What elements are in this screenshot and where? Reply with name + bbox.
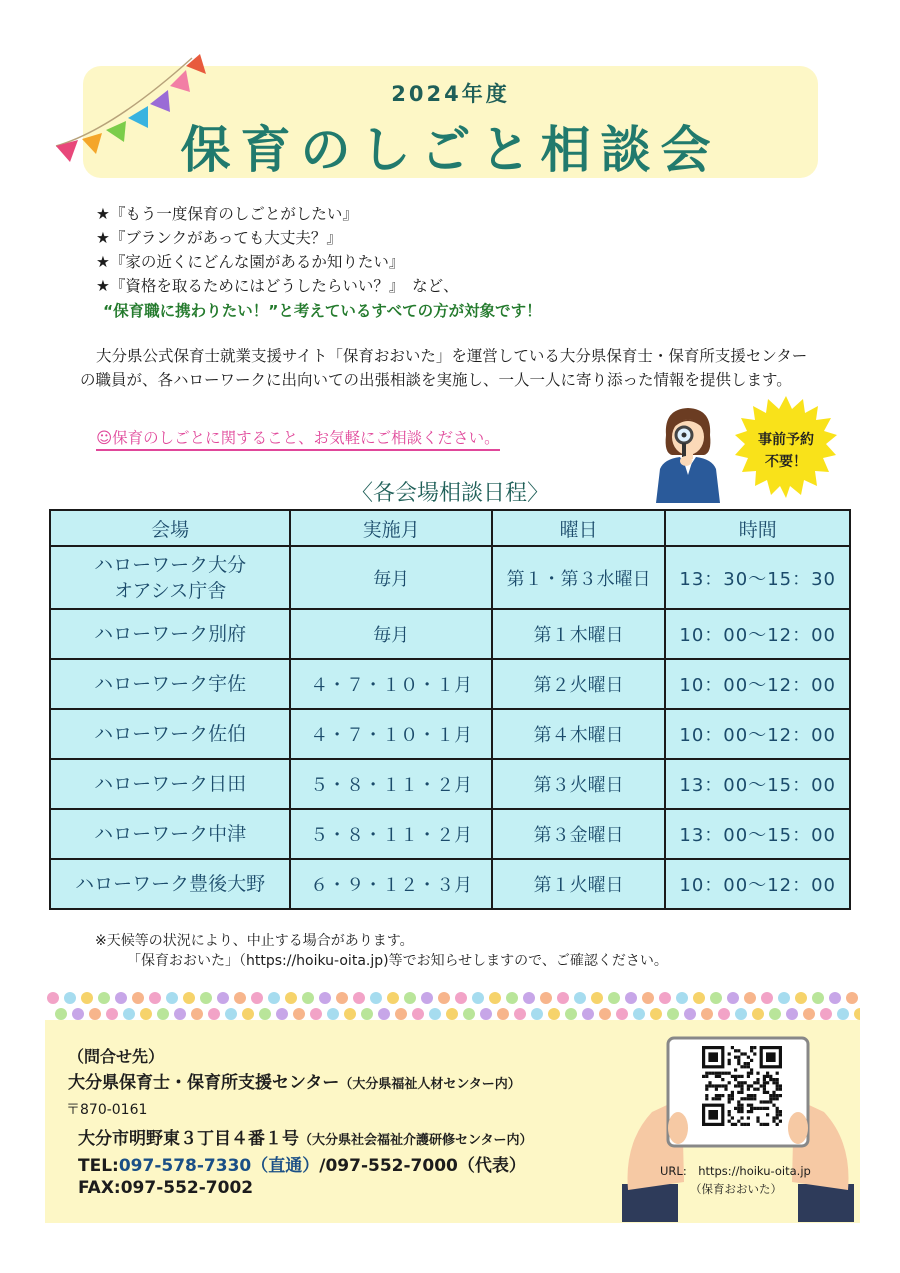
list-item: ★『家の近くにどんな園があるか知りたい』 <box>96 253 405 271</box>
list-item: ★『もう一度保育のしごとがしたい』 <box>96 205 358 223</box>
postal-code: 〒870-0161 <box>66 1102 148 1118</box>
website-name: （保育おおいた） <box>690 1182 782 1196</box>
time-cell: 13：00～15：00 <box>665 809 850 859</box>
day-cell: 第３金曜日 <box>492 809 666 859</box>
table-row <box>50 809 850 859</box>
day-cell: 第１・第３水曜日 <box>492 546 666 609</box>
day-cell: 第１木曜日 <box>492 609 666 659</box>
tel-direct-link[interactable]: 097-578-7330（直通） <box>118 1156 320 1176</box>
tel-main: /097-552-7000（代表） <box>319 1156 526 1176</box>
table-row <box>50 546 850 609</box>
address-sub: （大分県社会福祉介護研修センター内） <box>299 1133 533 1148</box>
month-cell: ５・８・１１・２月 <box>290 759 492 809</box>
month-cell: ６・９・１２・３月 <box>290 859 492 909</box>
year-label: 2024年度 <box>391 82 510 106</box>
month-cell: ５・８・１１・２月 <box>290 809 492 859</box>
announcement-note: 「保育おおいた」（https://hoiku-oita.jp)等でお知らせしますので、ご確認ください。 <box>127 953 668 969</box>
table-row <box>50 659 850 709</box>
address <box>78 1124 532 1149</box>
consultation-invite-text: ☺保育のしごとに関すること、お気軽にご相談ください。 <box>96 426 500 451</box>
venue-cell: ハローワーク別府 <box>50 609 290 659</box>
month-cell: 毎月 <box>290 546 492 609</box>
venue-cell <box>50 546 290 609</box>
column-header: 会場 <box>50 510 290 546</box>
table-row <box>50 759 850 809</box>
table-row <box>50 709 850 759</box>
tel-label: TEL: <box>78 1156 119 1176</box>
organization-name <box>68 1068 521 1093</box>
website-url[interactable]: URL: https://hoiku-oita.jp <box>660 1164 811 1178</box>
table-header-row <box>50 510 850 546</box>
colored-dots-border <box>45 990 860 1022</box>
column-header: 実施月 <box>290 510 492 546</box>
schedule-heading: 〈各会場相談日程〉 <box>350 481 549 506</box>
column-header: 曜日 <box>492 510 666 546</box>
badge-line1: 事前予約 <box>758 432 814 448</box>
telephone <box>78 1151 526 1176</box>
contact-label: （問合せ先） <box>68 1047 165 1066</box>
month-cell: 毎月 <box>290 609 492 659</box>
day-cell: 第１火曜日 <box>492 859 666 909</box>
badge-line2: 不要！ <box>765 454 807 470</box>
address-main: 大分市明野東３丁目４番１号 <box>78 1129 299 1149</box>
time-cell: 10：00～12：00 <box>665 609 850 659</box>
venue-cell: ハローワーク日田 <box>50 759 290 809</box>
venue-cell: ハローワーク豊後大野 <box>50 859 290 909</box>
venue-subname: オアシス庁舎 <box>114 579 227 602</box>
page-title: 保育のしごと相談会 <box>180 121 721 179</box>
time-cell: 10：00～12：00 <box>665 859 850 909</box>
venue-name: ハローワーク大分 <box>94 553 247 576</box>
venue-cell: ハローワーク中津 <box>50 809 290 859</box>
day-cell: 第４木曜日 <box>492 709 666 759</box>
description-paragraph: 大分県公式保育士就業支援サイト「保育おおいた」を運営している大分県保育士・保育所支援センターの職員が、各ハローワークに出向いての出張相談を実施し、一人一人に寄り添った情報を提供します。 <box>80 347 808 389</box>
target-audience-text: “保育職に携わりたい！”と考えているすべての方が対象です！ <box>103 302 542 320</box>
list-item: ★『資格を取るためにはどうしたらいい？』 など、 <box>96 277 459 295</box>
table-row <box>50 859 850 909</box>
fax: FAX:097-552-7002 <box>78 1178 254 1198</box>
day-cell: 第２火曜日 <box>492 659 666 709</box>
venue-cell: ハローワーク宇佐 <box>50 659 290 709</box>
time-cell: 10：00～12：00 <box>665 709 850 759</box>
time-cell: 13：30～15：30 <box>665 546 850 609</box>
month-cell: ４・７・１０・１月 <box>290 659 492 709</box>
weather-note: ※天候等の状況により、中止する場合があります。 <box>95 933 414 949</box>
bullet-list <box>96 202 459 298</box>
list-item: ★『ブランクがあっても大丈夫？』 <box>96 229 342 247</box>
organization-main: 大分県保育士・保育所支援センター <box>68 1073 340 1093</box>
time-cell: 10：00～12：00 <box>665 659 850 709</box>
table-row <box>50 609 850 659</box>
day-cell: 第３火曜日 <box>492 759 666 809</box>
schedule-table <box>49 509 851 910</box>
venue-cell: ハローワーク佐伯 <box>50 709 290 759</box>
month-cell: ４・７・１０・１月 <box>290 709 492 759</box>
column-header: 時間 <box>665 510 850 546</box>
organization-sub: （大分県福祉人材センター内） <box>339 1077 521 1092</box>
time-cell: 13：00～15：00 <box>665 759 850 809</box>
